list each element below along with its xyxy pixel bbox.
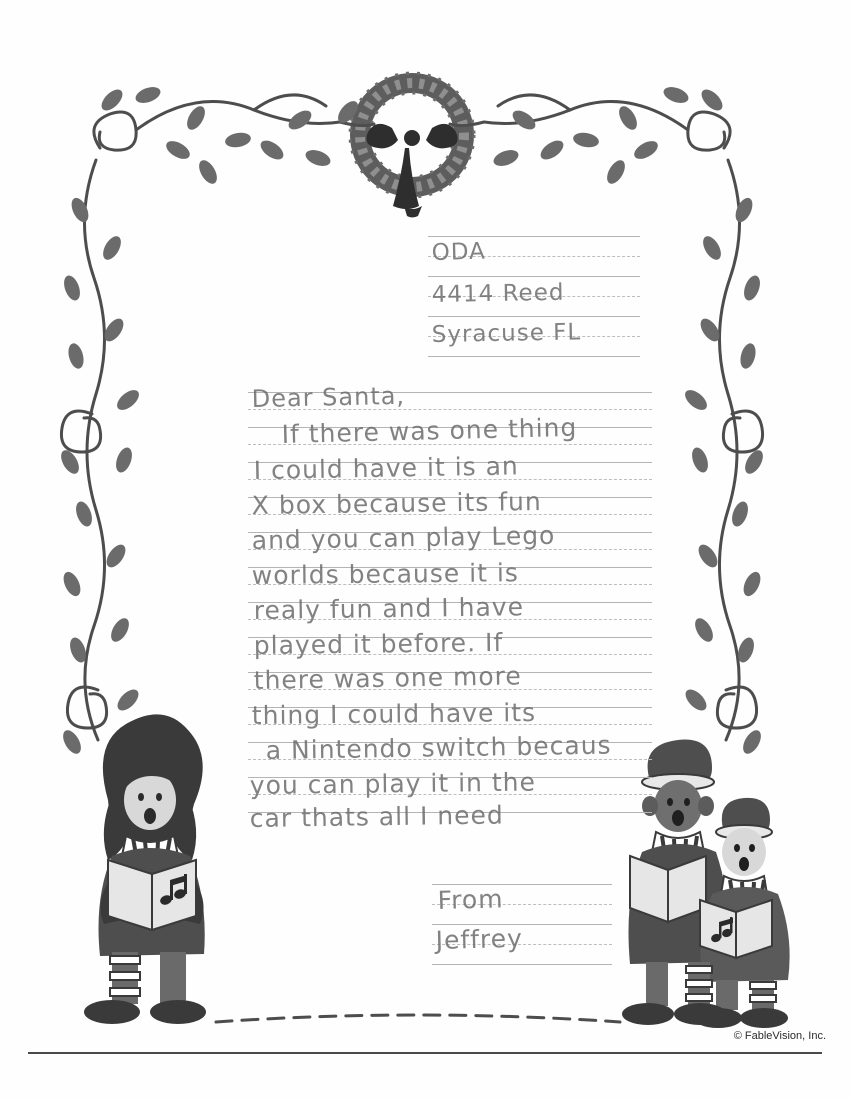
address-line-3: Syracuse FL	[431, 319, 582, 348]
letter-line-6: realy fun and I have	[253, 592, 525, 625]
letter-line-9: thing I could have its	[251, 698, 537, 730]
wreath-icon	[350, 73, 474, 218]
letter-line-11: you can play it in the	[249, 767, 537, 800]
letter-line-1: If there was one thing	[281, 412, 578, 449]
vine-right-side	[717, 160, 762, 740]
vine-top-right	[450, 95, 730, 150]
letter-line-3: X box because its fun	[251, 486, 542, 520]
bottom-vine-rule	[216, 1015, 620, 1022]
letter-line-10: a Nintendo switch becaus	[265, 730, 612, 765]
vine-left-leaves	[57, 195, 142, 756]
letter-line-8: there was one more	[253, 661, 523, 695]
letter-line-7: played it before. If	[253, 627, 504, 660]
letter-signature: Jeffrey	[435, 923, 524, 955]
address-line-2: 4414 Reed	[431, 279, 565, 308]
copyright-notice: © FableVision, Inc.	[733, 1030, 826, 1042]
letter-salutation: Dear Santa,	[251, 381, 406, 413]
letter-line-12: car thats all I need	[249, 800, 504, 833]
vine-top-left-leaves	[98, 84, 362, 187]
letter-line-5: worlds because it is	[251, 558, 519, 590]
page-bottom-rule	[28, 1052, 822, 1054]
caroler-left-illustration	[84, 714, 206, 1024]
vine-right-leaves	[682, 195, 767, 756]
vine-top-right-leaves	[491, 84, 726, 187]
vine-left-side	[61, 160, 106, 740]
letter-line-4: and you can play Lego	[251, 520, 556, 555]
address-line-1: ODA	[431, 238, 487, 266]
letter-line-2: I could have it is an	[253, 451, 519, 485]
vine-top-left	[94, 95, 374, 150]
letter-closing: From	[437, 884, 504, 915]
